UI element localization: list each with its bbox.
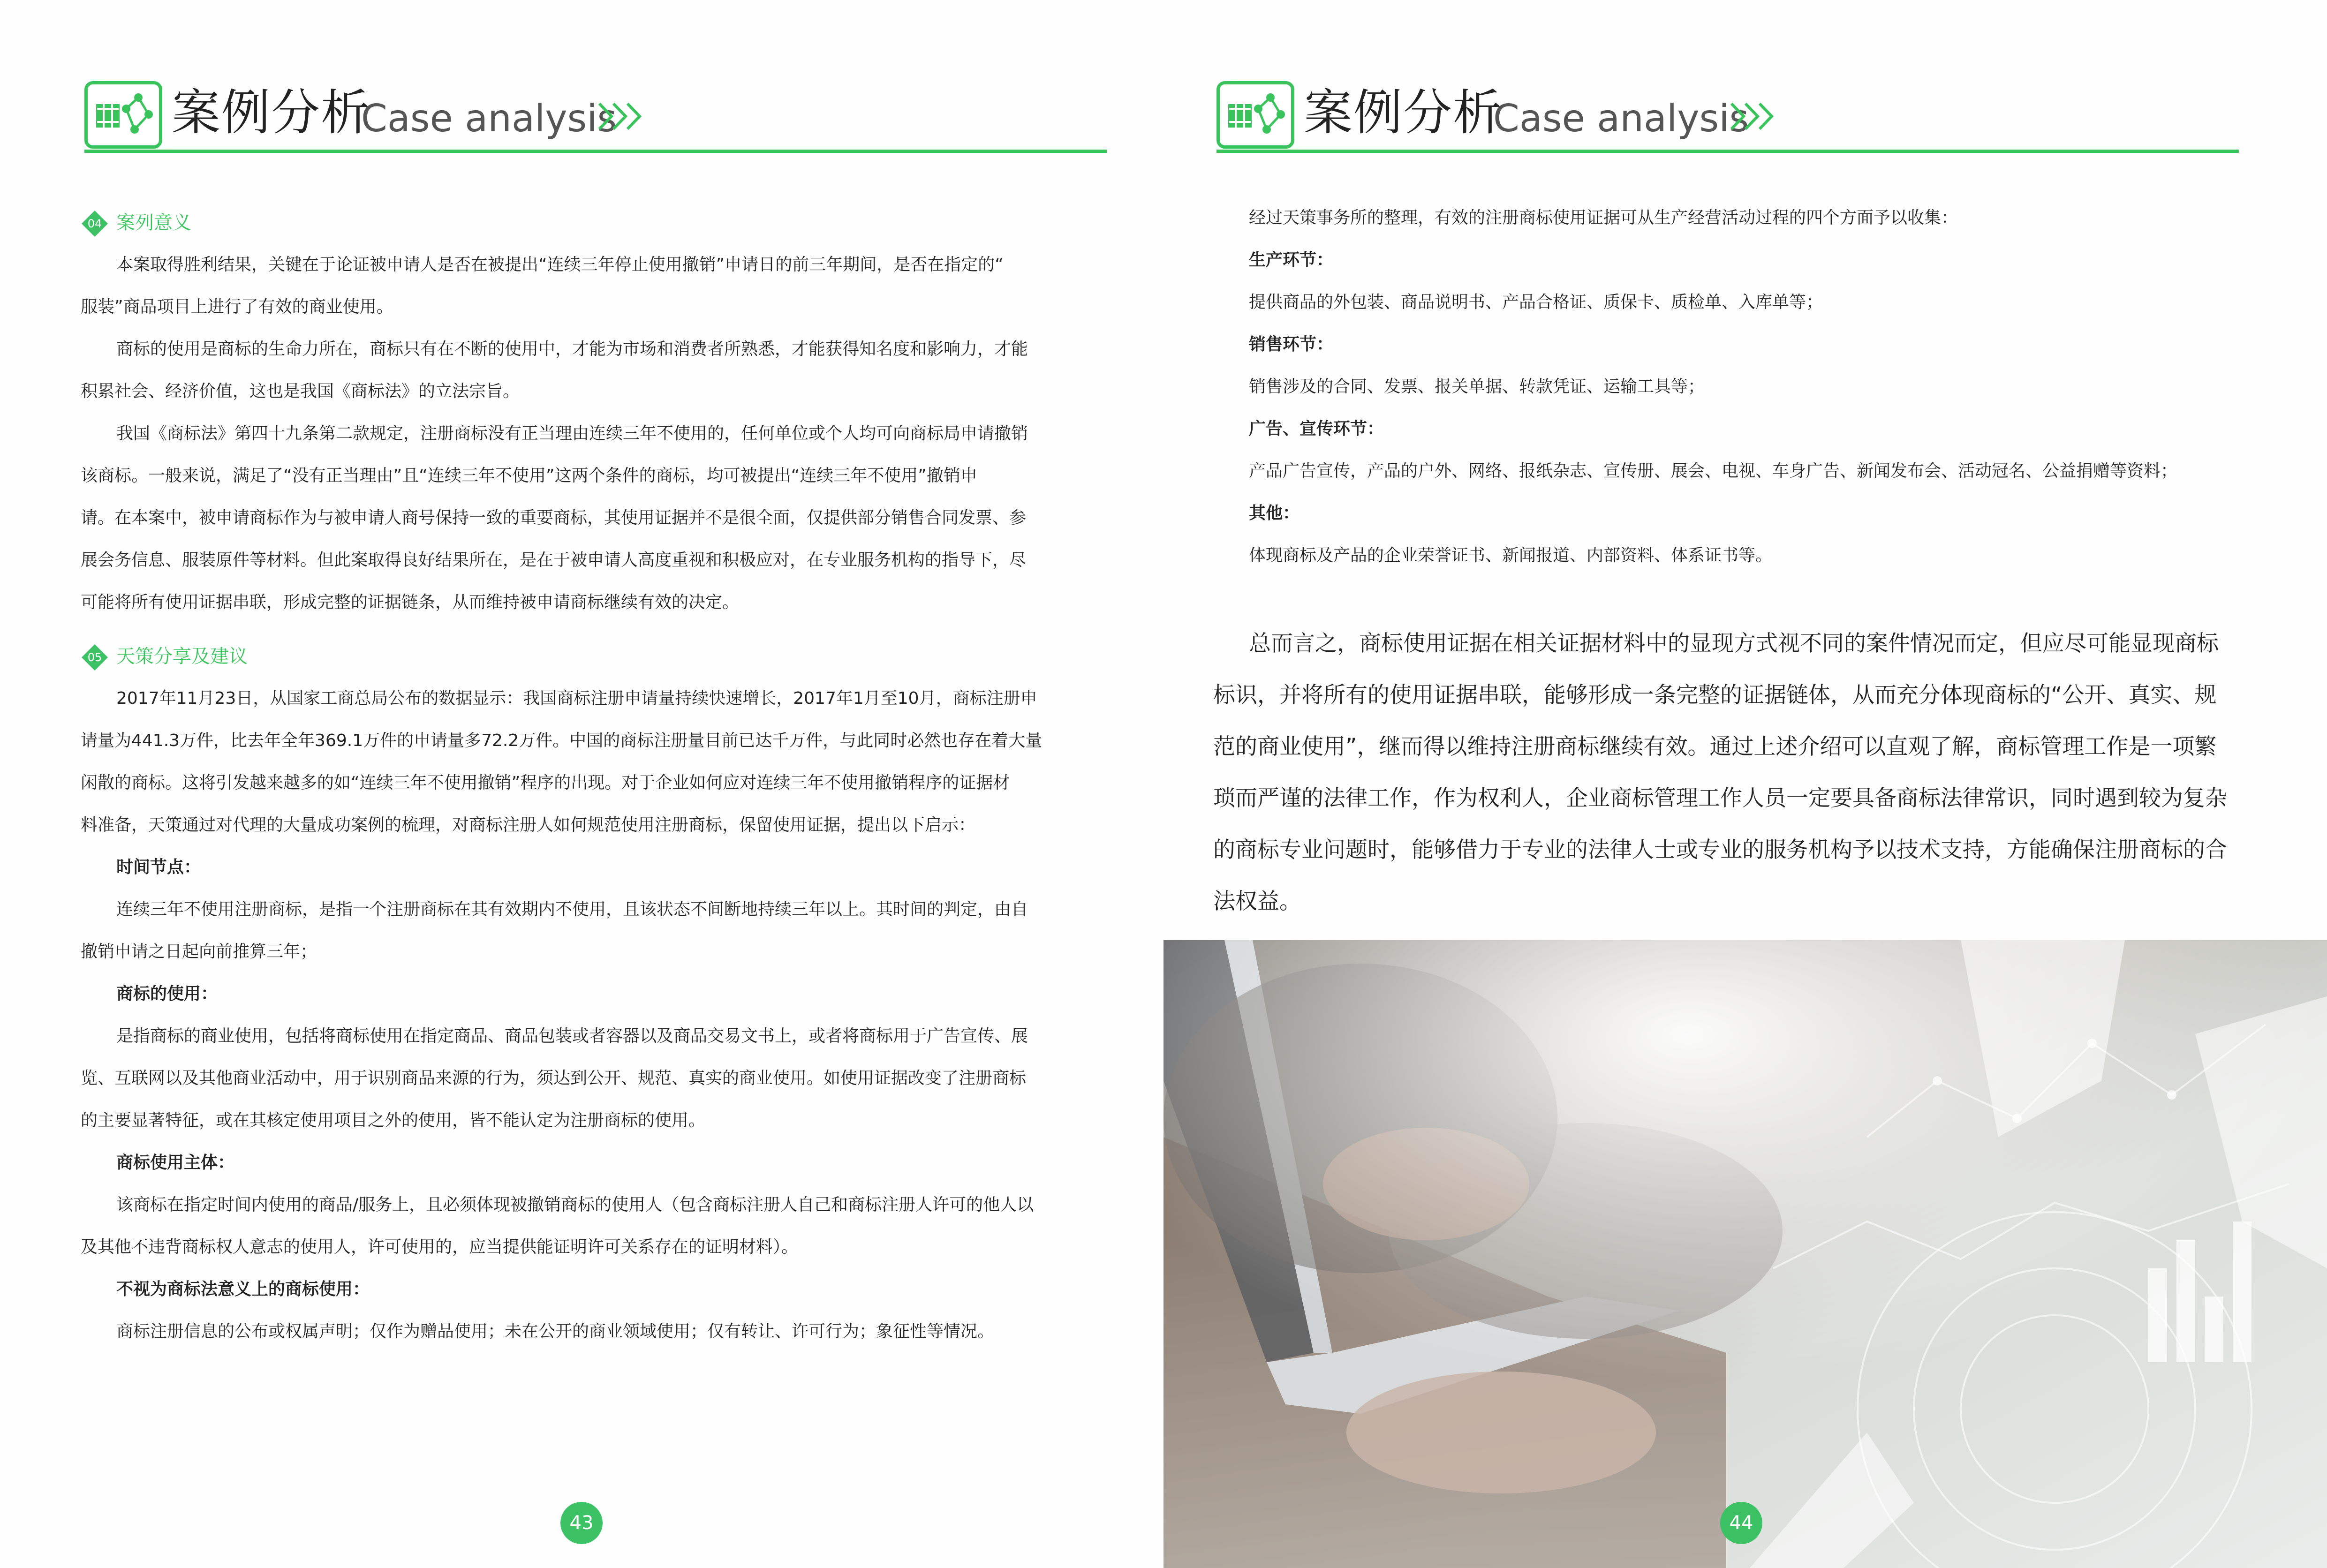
paragraph-line: 撤销申请之日起向前推算三年； bbox=[81, 942, 317, 961]
subheading: 不视为商标法意义上的商标使用： bbox=[116, 1280, 370, 1299]
paragraph-line: 积累社会、经济价值，这也是我国《商标法》的立法宗旨。 bbox=[81, 382, 520, 401]
paragraph-line: 可能将所有使用证据串联，形成完整的证据链条，从而维持被申请商标继续有效的决定。 bbox=[81, 593, 740, 612]
paragraph-line: 是指商标的商业使用，包括将商标使用在指定商品、商品包装或者容器以及商品交易文书上，或者将商标用于广告宣传、展 bbox=[116, 1026, 1028, 1046]
section-title: 天策分享及建议 bbox=[116, 646, 248, 667]
paragraph-line: 销售涉及的合同、发票、报关单据、转款凭证、运输工具等； bbox=[1249, 377, 1705, 396]
section-number: 05 bbox=[87, 651, 102, 664]
paragraph-line: 展会务信息、服装原件等材料。但此案取得良好结果所在，是在于被申请人高度重视和积极应对，在专业服务机构的指导下，尽 bbox=[81, 550, 1027, 570]
paragraph-line: 该商标在指定时间内使用的商品/服务上，且必须体现被撤销商标的使用人（包含商标注册人自己和商标注册人许可的他人以 bbox=[116, 1195, 1034, 1214]
subheading: 商标使用主体： bbox=[116, 1153, 235, 1172]
section-number: 04 bbox=[87, 217, 102, 230]
triple-chevron-right-icon bbox=[1728, 95, 1779, 137]
section-title: 案列意义 bbox=[116, 212, 191, 234]
header-title-cn: 案例分析 bbox=[1304, 84, 1503, 141]
subheading: 广告、宣传环节： bbox=[1249, 419, 1384, 438]
paragraph-line: 该商标。一般来说，满足了“没有正当理由”且“连续三年不使用”这两个条件的商标，均可被提出“连续三年不使用”撤销申 bbox=[81, 466, 977, 485]
triple-chevron-right-icon bbox=[596, 95, 647, 137]
subheading: 时间节点： bbox=[116, 858, 201, 877]
paragraph-line: 体现商标及产品的企业荣誉证书、新闻报道、内部资料、体系证书等。 bbox=[1249, 546, 1773, 565]
summary-line: 法权益。 bbox=[1213, 889, 1301, 914]
paragraph-line: 请量为441.3万件，比去年全年369.1万件的申请量多72.2万件。中国的商标注册量目前已达千万件，与此同时必然也存在着大量 bbox=[81, 731, 1043, 750]
laptop-business-photo bbox=[1164, 940, 2327, 1568]
paragraph-line: 经过天策事务所的整理，有效的注册商标使用证据可从生产经营活动过程的四个方面予以收集： bbox=[1249, 208, 1958, 227]
paragraph-line: 览、互联网以及其他商业活动中，用于识别商品来源的行为，须达到公开、规范、真实的商业使用。如使用证据改变了注册商标 bbox=[81, 1069, 1027, 1088]
subheading: 商标的使用： bbox=[116, 984, 218, 1003]
books-network-icon bbox=[84, 81, 162, 149]
section-badge-diamond-icon bbox=[81, 643, 109, 671]
subheading: 生产环节： bbox=[1249, 250, 1334, 270]
paragraph-line: 商标的使用是商标的生命力所在，商标只有在不断的使用中，才能为市场和消费者所熟悉，才能获得知名度和影响力，才能 bbox=[116, 339, 1028, 359]
subheading: 销售环节： bbox=[1249, 335, 1334, 354]
paragraph-line: 料准备，天策通过对代理的大量成功案例的梳理，对商标注册人如何规范使用注册商标，保留使用证据，提出以下启示： bbox=[81, 815, 976, 835]
paragraph-line: 连续三年不使用注册商标，是指一个注册商标在其有效期内不使用，且该状态不间断地持续三年以上。其时间的判定，由自 bbox=[116, 900, 1028, 919]
paragraph-line: 产品广告宣传，产品的户外、网络、报纸杂志、宣传册、展会、电视、车身广告、新闻发布会、活动冠名、公益捐赠等资料； bbox=[1249, 461, 2178, 481]
paragraph-line: 提供商品的外包装、商品说明书、产品合格证、质保卡、质检单、入库单等； bbox=[1249, 293, 1823, 312]
header-rule bbox=[1216, 150, 2239, 153]
paragraph-line: 的主要显著特征，或在其核定使用项目之外的使用，皆不能认定为注册商标的使用。 bbox=[81, 1111, 706, 1130]
section-badge-diamond-icon bbox=[81, 210, 109, 238]
summary-line: 范的商业使用”，继而得以维持注册商标继续有效。通过上述介绍可以直观了解，商标管理工作是一项繁 bbox=[1213, 734, 2217, 760]
paragraph-line: 我国《商标法》第四十九条第二款规定，注册商标没有正当理由连续三年不使用的，任何单位或个人均可向商标局申请撤销 bbox=[116, 424, 1028, 443]
books-network-icon bbox=[1216, 81, 1294, 149]
page-header-right bbox=[1216, 77, 2239, 157]
paragraph-line: 2017年11月23日，从国家工商总局公布的数据显示：我国商标注册申请量持续快速增长，2017年1月至10月，商标注册申 bbox=[116, 689, 1037, 708]
header-title-cn: 案例分析 bbox=[172, 84, 371, 141]
header-title-en: Case analysis bbox=[1493, 97, 1749, 140]
subheading: 其他： bbox=[1249, 504, 1300, 523]
summary-line: 的商标专业问题时，能够借力于专业的法律人士或专业的服务机构予以技术支持，方能确保注册商标的合 bbox=[1213, 837, 2227, 863]
summary-line: 标识，并将所有的使用证据串联，能够形成一条完整的证据链体，从而充分体现商标的“公开、真实、规 bbox=[1213, 682, 2217, 708]
paragraph-line: 及其他不违背商标权人意志的使用人，许可使用的，应当提供能证明许可关系存在的证明材料）。 bbox=[81, 1237, 799, 1257]
paragraph-line: 请。在本案中，被申请商标作为与被申请人商号保持一致的重要商标，其使用证据并不是很全面，仅提供部分销售合同发票、参 bbox=[81, 508, 1027, 528]
summary-line: 总而言之，商标使用证据在相关证据材料中的显现方式视不同的案件情况而定，但应尽可能显现商标 bbox=[1249, 631, 2219, 656]
paragraph-line: 服装”商品项目上进行了有效的商业使用。 bbox=[81, 297, 393, 317]
page-number: 43 bbox=[560, 1502, 603, 1544]
summary-line: 琐而严谨的法律工作，作为权利人，企业商标管理工作人员一定要具备商标法律常识，同时遇到较为复杂 bbox=[1213, 785, 2227, 811]
paragraph-line: 本案取得胜利结果，关键在于论证被申请人是否在被提出“连续三年停止使用撤销”申请日的前三年期间，是否在指定的“ bbox=[116, 255, 1004, 274]
paragraph-line: 商标注册信息的公布或权属声明；仅作为赠品使用；未在公开的商业领域使用；仅有转让、许可行为；象征性等情况。 bbox=[116, 1322, 995, 1341]
paragraph-line: 闲散的商标。这将引发越来越多的如“连续三年不使用撤销”程序的出现。对于企业如何应对连续三年不使用撤销程序的证据材 bbox=[81, 773, 1010, 792]
header-title-en: Case analysis bbox=[361, 97, 617, 140]
page-number: 44 bbox=[1720, 1502, 1762, 1544]
page-header-left bbox=[84, 77, 1107, 157]
header-rule bbox=[84, 150, 1107, 153]
